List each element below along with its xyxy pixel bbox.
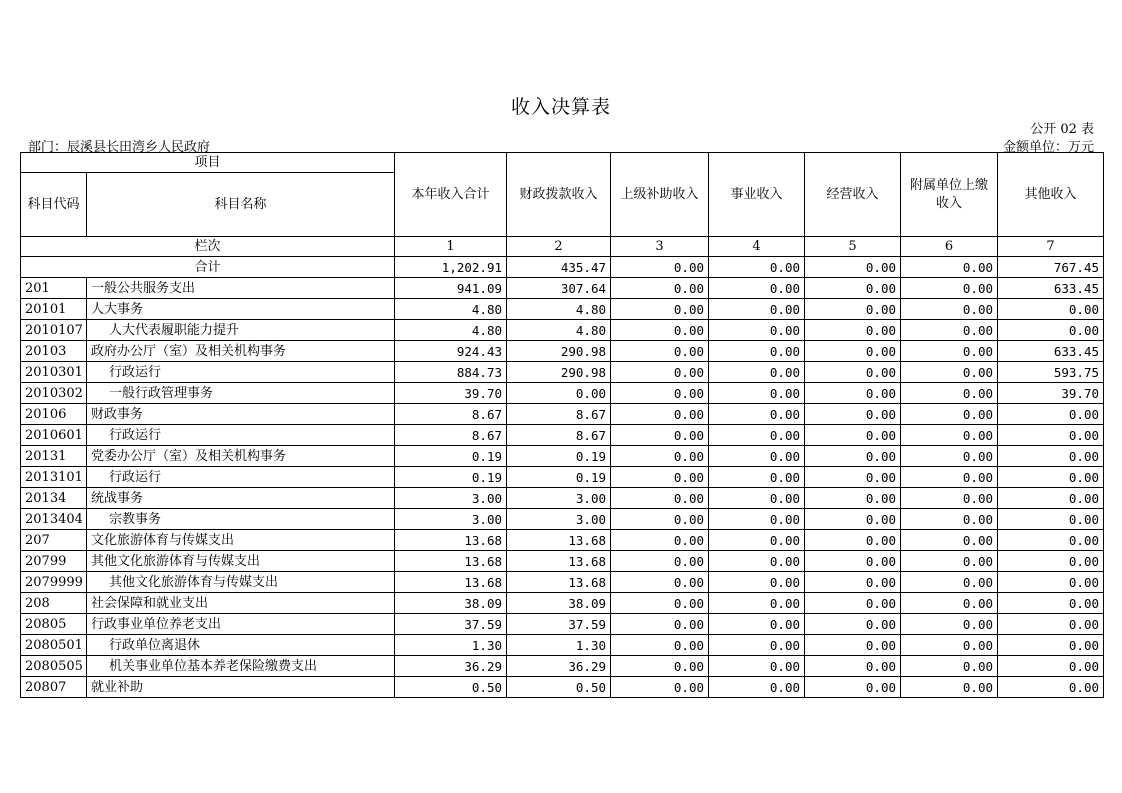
table-row <box>21 593 1104 614</box>
amount-cell: 4.80 <box>507 299 611 320</box>
amount-cell: 0.19 <box>395 467 507 488</box>
amount-cell: 0.00 <box>611 593 709 614</box>
department-label: 部门：辰溪县长田湾乡人民政府 <box>28 140 211 155</box>
amount-cell: 0.50 <box>507 677 611 698</box>
subject-code: 2010301 <box>21 362 87 383</box>
amount-cell: 290.98 <box>507 362 611 383</box>
header-project: 项目 <box>21 153 395 173</box>
amount-cell: 0.00 <box>805 467 901 488</box>
amount-cell: 0.00 <box>611 467 709 488</box>
header-code: 科目代码 <box>21 173 87 237</box>
amount-cell: 0.19 <box>507 467 611 488</box>
subject-name: 其他文化旅游体育与传媒支出 <box>87 551 395 572</box>
amount-cell: 924.43 <box>395 341 507 362</box>
amount-cell: 0.00 <box>998 425 1104 446</box>
amount-cell: 1.30 <box>395 635 507 656</box>
amount-cell: 3.00 <box>507 488 611 509</box>
amount-cell: 0.00 <box>805 425 901 446</box>
amount-cell: 0.00 <box>709 278 805 299</box>
amount-cell: 0.00 <box>611 299 709 320</box>
amount-cell: 0.00 <box>611 635 709 656</box>
subject-code: 2013101 <box>21 467 87 488</box>
amount-cell: 0.00 <box>805 572 901 593</box>
subject-code: 20103 <box>21 341 87 362</box>
amount-cell: 0.00 <box>901 446 998 467</box>
summary-cell: 1,202.91 <box>395 257 507 278</box>
amount-cell: 38.09 <box>395 593 507 614</box>
amount-cell: 0.00 <box>611 320 709 341</box>
subject-code: 2010302 <box>21 383 87 404</box>
amount-cell: 0.00 <box>709 404 805 425</box>
subject-name: 行政事业单位养老支出 <box>87 614 395 635</box>
summary-cell: 435.47 <box>507 257 611 278</box>
table-row <box>21 404 1104 425</box>
report-title: 收入决算表 <box>510 96 611 118</box>
amount-cell: 0.00 <box>998 614 1104 635</box>
subject-name: 一般行政管理事务 <box>87 383 395 404</box>
table-row <box>21 425 1104 446</box>
subject-code: 2010107 <box>21 320 87 341</box>
amount-cell: 0.00 <box>611 509 709 530</box>
amount-cell: 0.00 <box>998 488 1104 509</box>
table-row <box>21 362 1104 383</box>
subject-name: 机关事业单位基本养老保险缴费支出 <box>87 656 395 677</box>
amount-cell: 0.00 <box>805 404 901 425</box>
amount-cell: 0.00 <box>805 635 901 656</box>
amount-cell: 0.00 <box>611 530 709 551</box>
table-row <box>21 278 1104 299</box>
amount-cell: 0.00 <box>805 446 901 467</box>
amount-cell: 8.67 <box>395 404 507 425</box>
amount-cell: 0.00 <box>901 656 998 677</box>
subject-code: 20134 <box>21 488 87 509</box>
amount-cell: 0.00 <box>901 278 998 299</box>
summary-cell: 0.00 <box>805 257 901 278</box>
amount-cell: 0.00 <box>998 404 1104 425</box>
subject-code: 20807 <box>21 677 87 698</box>
table-row <box>21 572 1104 593</box>
amount-cell: 39.70 <box>998 383 1104 404</box>
amount-cell: 0.00 <box>901 383 998 404</box>
amount-cell: 1.30 <box>507 635 611 656</box>
amount-cell: 593.75 <box>998 362 1104 383</box>
amount-cell: 8.67 <box>507 425 611 446</box>
amount-cell: 0.00 <box>901 467 998 488</box>
summary-cell: 767.45 <box>998 257 1104 278</box>
amount-cell: 0.00 <box>709 467 805 488</box>
amount-cell: 13.68 <box>507 572 611 593</box>
table-row <box>21 299 1104 320</box>
amount-cell: 0.00 <box>901 635 998 656</box>
column-number: 4 <box>709 237 805 257</box>
amount-cell: 0.00 <box>901 320 998 341</box>
amount-cell: 0.00 <box>709 656 805 677</box>
amount-cell: 0.00 <box>901 593 998 614</box>
amount-cell: 0.00 <box>709 509 805 530</box>
amount-cell: 38.09 <box>507 593 611 614</box>
amount-cell: 0.00 <box>709 551 805 572</box>
subject-code: 207 <box>21 530 87 551</box>
amount-cell: 0.00 <box>709 488 805 509</box>
amount-cell: 8.67 <box>507 404 611 425</box>
subject-code: 20106 <box>21 404 87 425</box>
amount-cell: 0.00 <box>805 383 901 404</box>
subject-name: 人大事务 <box>87 299 395 320</box>
amount-cell: 37.59 <box>507 614 611 635</box>
amount-cell: 307.64 <box>507 278 611 299</box>
amount-cell: 0.00 <box>805 614 901 635</box>
table-row <box>21 551 1104 572</box>
amount-cell: 13.68 <box>395 551 507 572</box>
amount-cell: 0.19 <box>507 446 611 467</box>
subject-name: 宗教事务 <box>87 509 395 530</box>
amount-cell: 0.00 <box>998 656 1104 677</box>
table-row <box>21 320 1104 341</box>
amount-cell: 0.00 <box>611 404 709 425</box>
amount-cell: 0.00 <box>709 635 805 656</box>
summary-cell: 0.00 <box>901 257 998 278</box>
header-name: 科目名称 <box>87 173 395 237</box>
amount-cell: 39.70 <box>395 383 507 404</box>
amount-cell: 633.45 <box>998 341 1104 362</box>
amount-cell: 0.00 <box>805 362 901 383</box>
amount-cell: 0.19 <box>395 446 507 467</box>
amount-cell: 0.00 <box>998 635 1104 656</box>
amount-cell: 0.00 <box>611 278 709 299</box>
summary-cell: 0.00 <box>611 257 709 278</box>
amount-cell: 290.98 <box>507 341 611 362</box>
header-total: 本年收入合计 <box>395 153 507 237</box>
amount-cell: 0.00 <box>611 446 709 467</box>
amount-cell: 13.68 <box>395 572 507 593</box>
amount-cell: 0.00 <box>611 488 709 509</box>
subject-name: 行政单位离退休 <box>87 635 395 656</box>
amount-cell: 0.00 <box>901 509 998 530</box>
amount-cell: 4.80 <box>507 320 611 341</box>
amount-cell: 36.29 <box>507 656 611 677</box>
table-code: 公开 02 表 <box>1030 122 1094 137</box>
amount-cell: 0.00 <box>709 572 805 593</box>
summary-row <box>21 257 1104 278</box>
amount-cell: 0.00 <box>998 509 1104 530</box>
amount-cell: 0.00 <box>507 383 611 404</box>
amount-cell: 0.00 <box>805 488 901 509</box>
amount-cell: 13.68 <box>507 551 611 572</box>
amount-cell: 0.00 <box>805 341 901 362</box>
table-row <box>21 488 1104 509</box>
amount-cell: 13.68 <box>507 530 611 551</box>
amount-cell: 0.00 <box>709 446 805 467</box>
subject-code: 20805 <box>21 614 87 635</box>
header-other: 其他收入 <box>998 153 1104 237</box>
amount-cell: 884.73 <box>395 362 507 383</box>
column-number: 6 <box>901 237 998 257</box>
table-row <box>21 383 1104 404</box>
subject-code: 20101 <box>21 299 87 320</box>
amount-cell: 8.67 <box>395 425 507 446</box>
amount-cell: 0.00 <box>998 467 1104 488</box>
amount-cell: 0.00 <box>998 572 1104 593</box>
amount-cell: 0.00 <box>901 614 998 635</box>
table-row <box>21 509 1104 530</box>
subject-code: 2010601 <box>21 425 87 446</box>
header-superior: 上级补助收入 <box>611 153 709 237</box>
table-row <box>21 677 1104 698</box>
amount-cell: 0.00 <box>998 299 1104 320</box>
amount-cell: 0.50 <box>395 677 507 698</box>
amount-cell: 13.68 <box>395 530 507 551</box>
amount-cell: 0.00 <box>998 320 1104 341</box>
amount-cell: 0.00 <box>611 656 709 677</box>
amount-cell: 0.00 <box>901 488 998 509</box>
column-number: 3 <box>611 237 709 257</box>
subject-name: 行政运行 <box>87 467 395 488</box>
amount-cell: 0.00 <box>998 677 1104 698</box>
amount-cell: 0.00 <box>901 341 998 362</box>
amount-cell: 0.00 <box>901 299 998 320</box>
amount-cell: 36.29 <box>395 656 507 677</box>
amount-cell: 0.00 <box>611 551 709 572</box>
column-number: 2 <box>507 237 611 257</box>
amount-cell: 3.00 <box>395 488 507 509</box>
amount-cell: 0.00 <box>998 551 1104 572</box>
table-row <box>21 446 1104 467</box>
subject-code: 201 <box>21 278 87 299</box>
subject-name: 政府办公厅（室）及相关机构事务 <box>87 341 395 362</box>
subject-name: 文化旅游体育与传媒支出 <box>87 530 395 551</box>
amount-cell: 0.00 <box>901 551 998 572</box>
column-number: 1 <box>395 237 507 257</box>
unit-label: 金额单位：万元 <box>1002 140 1094 155</box>
subject-name: 一般公共服务支出 <box>87 278 395 299</box>
amount-cell: 0.00 <box>805 677 901 698</box>
amount-cell: 0.00 <box>611 383 709 404</box>
amount-cell: 941.09 <box>395 278 507 299</box>
amount-cell: 0.00 <box>611 425 709 446</box>
subject-name: 统战事务 <box>87 488 395 509</box>
subject-name: 行政运行 <box>87 362 395 383</box>
subject-name: 社会保障和就业支出 <box>87 593 395 614</box>
table-body <box>21 257 1104 698</box>
amount-cell: 0.00 <box>805 551 901 572</box>
amount-cell: 0.00 <box>709 341 805 362</box>
amount-cell: 0.00 <box>709 614 805 635</box>
subject-code: 20131 <box>21 446 87 467</box>
amount-cell: 0.00 <box>901 425 998 446</box>
amount-cell: 4.80 <box>395 320 507 341</box>
summary-label: 合计 <box>21 257 395 278</box>
amount-cell: 0.00 <box>901 530 998 551</box>
table-row <box>21 635 1104 656</box>
subject-code: 20799 <box>21 551 87 572</box>
table-row <box>21 530 1104 551</box>
amount-cell: 0.00 <box>709 299 805 320</box>
amount-cell: 0.00 <box>805 509 901 530</box>
header-fiscal: 财政拨款收入 <box>507 153 611 237</box>
amount-cell: 3.00 <box>395 509 507 530</box>
column-index-label: 栏次 <box>21 237 395 257</box>
subject-name: 人大代表履职能力提升 <box>87 320 395 341</box>
amount-cell: 0.00 <box>901 572 998 593</box>
header-business: 事业收入 <box>709 153 805 237</box>
amount-cell: 0.00 <box>611 362 709 383</box>
amount-cell: 0.00 <box>805 656 901 677</box>
amount-cell: 37.59 <box>395 614 507 635</box>
subject-code: 2080501 <box>21 635 87 656</box>
amount-cell: 633.45 <box>998 278 1104 299</box>
amount-cell: 0.00 <box>709 593 805 614</box>
amount-cell: 0.00 <box>901 677 998 698</box>
subject-code: 208 <box>21 593 87 614</box>
amount-cell: 0.00 <box>901 404 998 425</box>
amount-cell: 0.00 <box>709 320 805 341</box>
amount-cell: 0.00 <box>709 677 805 698</box>
amount-cell: 0.00 <box>998 530 1104 551</box>
amount-cell: 0.00 <box>709 425 805 446</box>
amount-cell: 3.00 <box>507 509 611 530</box>
subject-name: 其他文化旅游体育与传媒支出 <box>87 572 395 593</box>
subject-name: 财政事务 <box>87 404 395 425</box>
amount-cell: 0.00 <box>998 593 1104 614</box>
amount-cell: 0.00 <box>611 677 709 698</box>
amount-cell: 0.00 <box>805 299 901 320</box>
subject-name: 行政运行 <box>87 425 395 446</box>
amount-cell: 0.00 <box>805 278 901 299</box>
amount-cell: 0.00 <box>611 572 709 593</box>
column-number: 5 <box>805 237 901 257</box>
table-row <box>21 467 1104 488</box>
amount-cell: 0.00 <box>611 341 709 362</box>
table-row <box>21 341 1104 362</box>
amount-cell: 0.00 <box>709 362 805 383</box>
subject-code: 2013404 <box>21 509 87 530</box>
subject-name: 就业补助 <box>87 677 395 698</box>
amount-cell: 4.80 <box>395 299 507 320</box>
subject-name: 党委办公厅（室）及相关机构事务 <box>87 446 395 467</box>
income-table <box>20 152 1104 698</box>
summary-cell: 0.00 <box>709 257 805 278</box>
table-row <box>21 614 1104 635</box>
amount-cell: 0.00 <box>805 593 901 614</box>
subject-code: 2079999 <box>21 572 87 593</box>
table-row <box>21 656 1104 677</box>
header-affiliated: 附属单位上缴收入 <box>901 153 998 237</box>
amount-cell: 0.00 <box>805 530 901 551</box>
column-number: 7 <box>998 237 1104 257</box>
amount-cell: 0.00 <box>709 530 805 551</box>
amount-cell: 0.00 <box>901 362 998 383</box>
header-operating: 经营收入 <box>805 153 901 237</box>
subject-code: 2080505 <box>21 656 87 677</box>
amount-cell: 0.00 <box>709 383 805 404</box>
amount-cell: 0.00 <box>611 614 709 635</box>
amount-cell: 0.00 <box>805 320 901 341</box>
amount-cell: 0.00 <box>998 446 1104 467</box>
